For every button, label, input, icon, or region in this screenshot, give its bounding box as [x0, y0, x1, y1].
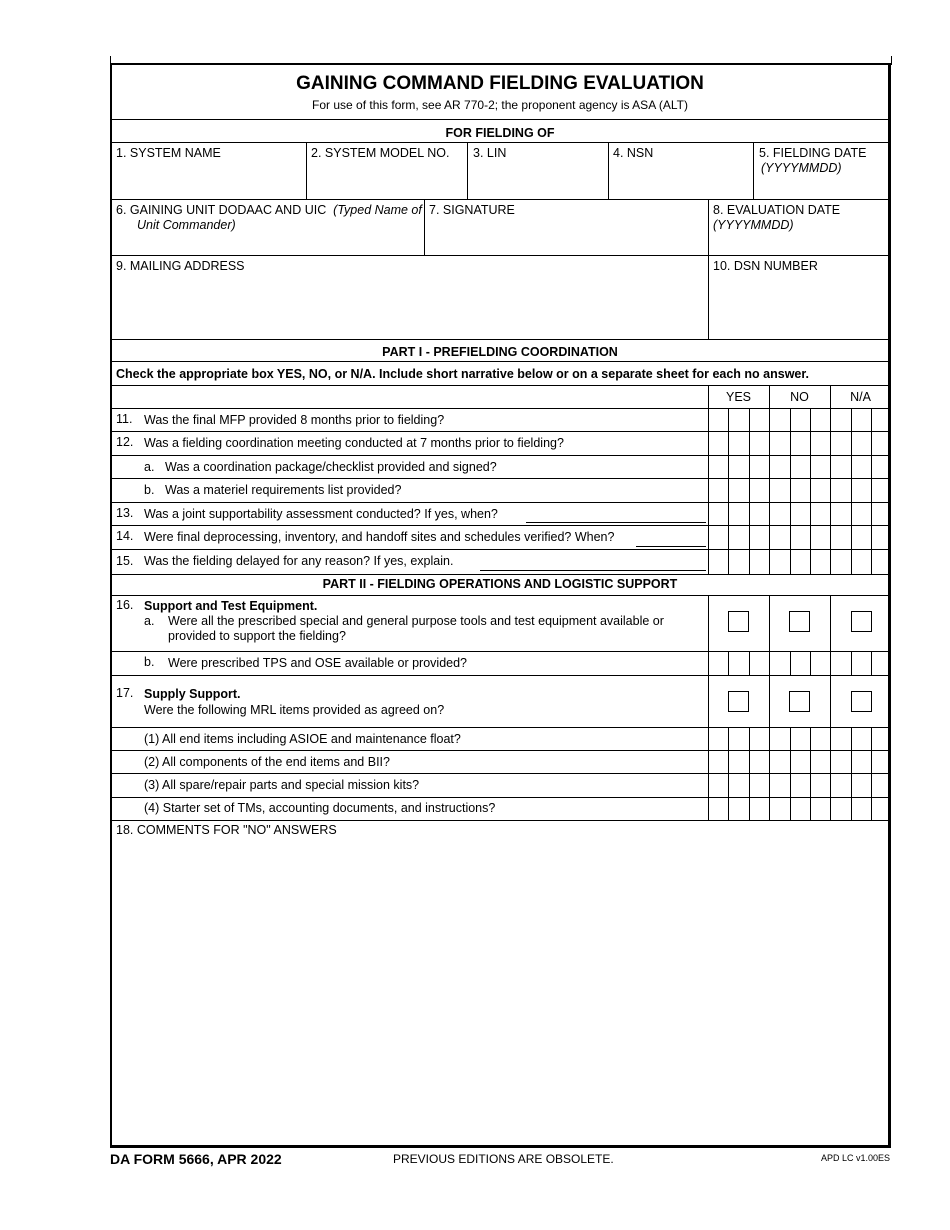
- q14-number: 14.: [116, 529, 134, 543]
- q12b-text: Was a materiel requirements list provided?: [165, 483, 402, 497]
- gaining-unit-label: 6. GAINING UNIT DODAAC AND UIC: [116, 203, 327, 217]
- divider: [112, 651, 888, 652]
- q17-na-checkbox[interactable]: [851, 691, 872, 712]
- divider: [112, 675, 888, 676]
- q17-title: Supply Support.: [144, 687, 241, 701]
- divider: [112, 549, 888, 550]
- q12a-text: Was a coordination package/checklist provided and signed?: [165, 460, 497, 474]
- q16a-text: [168, 614, 664, 644]
- q11-number: 11.: [116, 412, 133, 426]
- divider: [708, 385, 709, 574]
- divider: [112, 595, 888, 596]
- q13-text: Was a joint supportability assessment conducted? If yes, when?: [144, 507, 498, 521]
- divider: [467, 142, 468, 199]
- part1-instructions: Check the appropriate box YES, NO, or N/A. Include short narrative below or on a separate sheet for each no answer.: [116, 367, 810, 381]
- lin-field[interactable]: 3. LIN: [473, 146, 507, 160]
- q16a-na-checkbox[interactable]: [851, 611, 872, 632]
- evaluation-date-field[interactable]: [713, 203, 840, 233]
- q17-subtitle: Were the following MRL items provided as agreed on?: [144, 703, 445, 717]
- divider: [769, 385, 770, 574]
- q15-number: 15.: [116, 554, 134, 568]
- obsolete-notice: PREVIOUS EDITIONS ARE OBSOLETE.: [393, 1152, 614, 1166]
- q16b-text: Were prescribed TPS and OSE available or provided?: [168, 656, 468, 670]
- divider: [306, 142, 307, 199]
- q17-item-1: (1) All end items including ASIOE and maintenance float?: [144, 732, 461, 746]
- q17-no-checkbox[interactable]: [789, 691, 810, 712]
- q13-answer-line[interactable]: [526, 522, 706, 523]
- form-frame: [110, 63, 891, 1148]
- q16-title: Support and Test Equipment.: [144, 599, 318, 613]
- divider: [112, 773, 888, 774]
- divider: [112, 142, 888, 143]
- nsn-field[interactable]: 4. NSN: [613, 146, 654, 160]
- q14-answer-line[interactable]: [636, 546, 706, 547]
- comments-field[interactable]: 18. COMMENTS FOR "NO" ANSWERS: [116, 823, 337, 837]
- divider: [112, 408, 888, 409]
- divider: [871, 651, 872, 675]
- divider: [112, 502, 888, 503]
- q12-number: 12.: [116, 435, 134, 449]
- fielding-date-format: (YYYYMMDD): [761, 161, 842, 175]
- q17-item-2: (2) All components of the end items and BII?: [144, 755, 390, 769]
- col-yes: YES: [725, 390, 751, 404]
- divider: [790, 651, 791, 675]
- system-model-field[interactable]: 2. SYSTEM MODEL NO.: [311, 146, 450, 160]
- system-name-field[interactable]: 1. SYSTEM NAME: [116, 146, 221, 160]
- divider: [112, 119, 888, 120]
- divider: [769, 595, 770, 820]
- part1-heading: PART I - PREFIELDING COORDINATION: [382, 345, 618, 359]
- divider: [112, 339, 888, 340]
- signature-field[interactable]: 7. SIGNATURE: [429, 203, 515, 217]
- fielding-of-heading: FOR FIELDING OF: [445, 126, 555, 140]
- top-tick-right: [891, 56, 892, 65]
- q14-text: Were final deprocessing, inventory, and handoff sites and schedules verified? When?: [144, 530, 615, 544]
- part2-heading: PART II - FIELDING OPERATIONS AND LOGISTIC SUPPORT: [322, 577, 678, 591]
- divider: [112, 199, 888, 200]
- divider: [608, 142, 609, 199]
- divider: [112, 361, 888, 362]
- q12a-number: a.: [144, 460, 155, 474]
- fielding-date-label: 5. FIELDING DATE: [759, 146, 867, 160]
- q17-yes-checkbox[interactable]: [728, 691, 749, 712]
- q16b-number: b.: [144, 655, 155, 669]
- q11-text: Was the final MFP provided 8 months prior to fielding?: [144, 413, 445, 427]
- gaining-unit-field[interactable]: [116, 203, 422, 233]
- mailing-address-field[interactable]: 9. MAILING ADDRESS: [116, 259, 245, 273]
- divider: [112, 797, 888, 798]
- q12b-number: b.: [144, 483, 155, 497]
- divider: [112, 750, 888, 751]
- fielding-date-field[interactable]: [759, 146, 866, 176]
- divider: [112, 255, 888, 256]
- divider: [810, 651, 811, 675]
- divider: [112, 478, 888, 479]
- form-subtitle: For use of this form, see AR 770-2; the proponent agency is ASA (ALT): [312, 98, 688, 112]
- q13-number: 13.: [116, 506, 134, 520]
- gaining-unit-note-2: Unit Commander): [137, 218, 236, 232]
- form-id: DA FORM 5666, APR 2022: [110, 1151, 282, 1167]
- q16a-yes-checkbox[interactable]: [728, 611, 749, 632]
- divider: [424, 199, 425, 255]
- divider: [830, 595, 831, 820]
- col-na: N/A: [850, 390, 871, 404]
- divider: [112, 431, 888, 432]
- q17-number: 17.: [116, 686, 134, 700]
- form-title: GAINING COMMAND FIELDING EVALUATION: [296, 73, 704, 94]
- divider: [708, 199, 709, 339]
- evaluation-date-label: 8. EVALUATION DATE: [713, 203, 841, 217]
- q16a-line2: provided to support the fielding?: [168, 629, 346, 643]
- q16a-number: a.: [144, 614, 155, 628]
- q17-item-3: (3) All spare/repair parts and special mission kits?: [144, 778, 420, 792]
- q16a-no-checkbox[interactable]: [789, 611, 810, 632]
- q12-text: Was a fielding coordination meeting conducted at 7 months prior to fielding?: [144, 436, 564, 450]
- dsn-number-field[interactable]: 10. DSN NUMBER: [713, 259, 818, 273]
- divider: [851, 651, 852, 675]
- divider: [112, 820, 888, 821]
- divider: [112, 525, 888, 526]
- divider: [112, 727, 888, 728]
- gaining-unit-note: (Typed Name of: [333, 203, 422, 217]
- divider: [112, 385, 888, 386]
- q15-answer-line[interactable]: [480, 570, 706, 571]
- divider: [112, 455, 888, 456]
- q16a-line1: Were all the prescribed special and general purpose tools and test equipment available or: [168, 614, 664, 628]
- divider: [830, 385, 831, 574]
- divider: [708, 595, 709, 820]
- q17-item-4: (4) Starter set of TMs, accounting documents, and instructions?: [144, 801, 496, 815]
- divider: [728, 651, 729, 675]
- divider: [749, 651, 750, 675]
- col-no: NO: [790, 390, 809, 404]
- q16-number: 16.: [116, 598, 134, 612]
- evaluation-date-format: (YYYYMMDD): [713, 218, 794, 232]
- divider: [753, 142, 754, 199]
- version-label: APD LC v1.00ES: [821, 1153, 891, 1163]
- divider: [112, 574, 888, 575]
- q15-text: Was the fielding delayed for any reason? If yes, explain.: [144, 554, 454, 568]
